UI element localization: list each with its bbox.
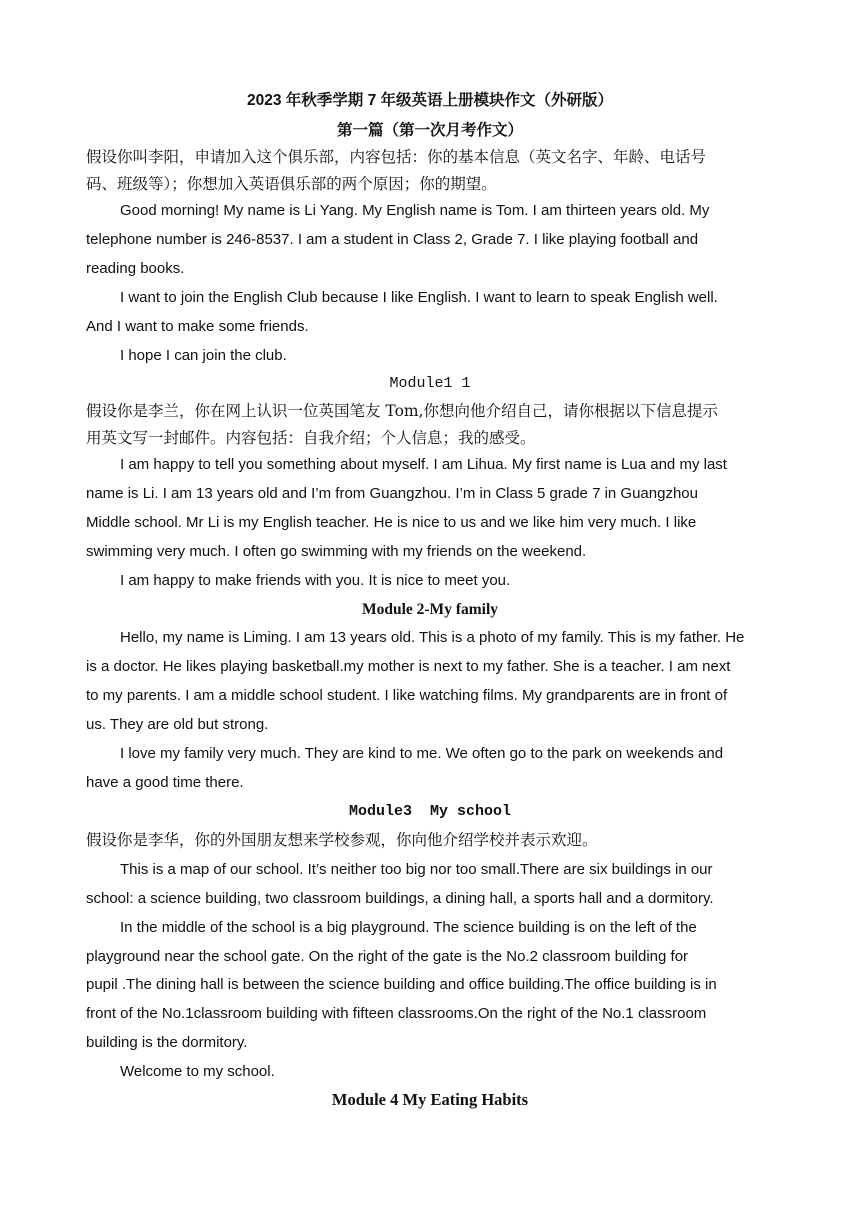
section-heading: Module 4 My Eating Habits <box>331 1090 529 1109</box>
essay-line: Middle school. Mr Li is my English teacher. He is nice to us and we like him very much. I like <box>86 514 697 531</box>
prompt-line: 用英文写一封邮件。内容包括：自我介绍；个人信息；我的感受。 <box>86 429 536 447</box>
essay-line: school: a science building, two classroom buildings, a dining hall, a sports hall and a dormitory. <box>86 890 714 907</box>
prompt-line: 码、班级等）；你想加入英语俱乐部的两个原因；你的期望。 <box>86 175 497 193</box>
essay-line: us. They are old but strong. <box>86 716 269 733</box>
essay-line: telephone number is 246-8537. I am a student in Class 2, Grade 7. I like playing football and <box>86 231 699 248</box>
essay-line: Hello, my name is Liming. I am 13 years old. This is a photo of my family. This is my father. He <box>120 629 745 646</box>
section-heading: Module 2-My family <box>361 601 499 618</box>
essay-line: is a doctor. He likes playing basketball.my mother is next to my father. She is a teacher. I am next <box>86 658 731 675</box>
essay-line: have a good time there. <box>86 774 244 791</box>
section-heading: Module3 My school <box>348 803 512 820</box>
essay-line: In the middle of the school is a big playground. The science building is on the left of the <box>120 919 697 936</box>
essay-line: I love my family very much. They are kind to me. We often go to the park on weekends and <box>120 745 724 762</box>
essay-line: Good morning! My name is Li Yang. My English name is Tom. I am thirteen years old. My <box>120 202 710 219</box>
essay-line: I am happy to make friends with you. It is nice to meet you. <box>120 572 511 589</box>
essay-line: front of the No.1classroom building with fifteen classrooms.On the right of the No.1 classroom <box>86 1005 707 1022</box>
section-heading: Module1 1 <box>389 375 471 392</box>
essay-line: And I want to make some friends. <box>86 318 309 335</box>
essay-line: I hope I can join the club. <box>120 347 287 364</box>
essay-line: to my parents. I am a middle school student. I like watching films. My grandparents are in front of <box>86 687 728 704</box>
essay-line: building is the dormitory. <box>86 1034 248 1051</box>
essay-line: This is a map of our school. It’s neither too big nor too small.There are six buildings in our <box>120 861 713 878</box>
essay-line: swimming very much. I often go swimming with my friends on the weekend. <box>86 543 587 560</box>
essay-line: Welcome to my school. <box>120 1063 275 1080</box>
prompt-line: 假设你叫李阳，申请加入这个俱乐部，内容包括：你的基本信息（英文名字、年龄、电话号 <box>86 148 707 166</box>
prompt-line: 假设你是李华，你的外国朋友想来学校参观，你向他介绍学校并表示欢迎。 <box>86 831 598 849</box>
essay-line: playground near the school gate. On the right of the gate is the No.2 classroom building for <box>86 948 689 965</box>
essay-line: reading books. <box>86 260 185 277</box>
document-title: 2023 年秋季学期 7 年级英语上册模块作文（外研版） <box>246 92 614 109</box>
essay-line: name is Li. I am 13 years old and I’m from Guangzhou. I’m in Class 5 grade 7 in Guangzhou <box>86 485 698 502</box>
essay-line: pupil .The dining hall is between the science building and office building.The office building is in <box>86 976 717 993</box>
essay-line: I am happy to tell you something about myself. I am Lihua. My first name is Lua and my last <box>120 456 727 473</box>
prompt-line: 假设你是李兰，你在网上认识一位英国笔友 Tom,你想向他介绍自己，请你根据以下信息提示 <box>86 402 719 420</box>
essay-line: I want to join the English Club because I like English. I want to learn to speak English well. <box>120 289 718 306</box>
section-heading: 第一篇（第一次月考作文） <box>336 120 523 139</box>
